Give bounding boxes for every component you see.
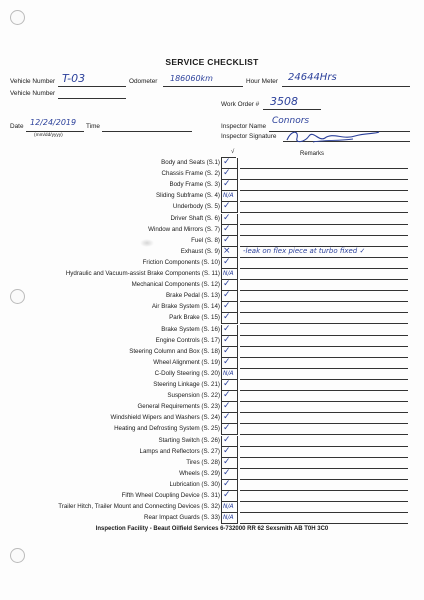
item-name: Wheel Alignment (S. 19)	[153, 358, 220, 366]
checklist-row	[0, 302, 424, 313]
checklist-row	[0, 214, 424, 225]
checklist-row	[0, 191, 424, 202]
check-mark: ✓	[223, 345, 231, 356]
item-name: Underbody (S. 5)	[172, 203, 220, 211]
checklist-row	[0, 236, 424, 247]
item-name: Sliding Subframe (S. 4)	[156, 192, 220, 200]
check-mark: ✓	[223, 445, 231, 456]
item-name: Chassis Frame (S. 2)	[161, 170, 220, 178]
work-order-line	[263, 109, 321, 110]
checklist-row	[0, 502, 424, 513]
item-name: Brake System (S. 16)	[161, 325, 220, 333]
check-mark: ×	[223, 245, 231, 256]
checklist-row	[0, 258, 424, 269]
checklist-row	[0, 424, 424, 435]
vehicle-number-line-2	[58, 98, 126, 99]
check-mark: N/A	[223, 369, 234, 377]
item-name: Friction Components (S. 10)	[142, 258, 220, 266]
time-line	[102, 131, 192, 132]
work-order-label: Work Order #	[221, 101, 260, 108]
check-mark: ✓	[223, 201, 231, 212]
item-name: Lamps and Reflectors (S. 27)	[139, 447, 220, 455]
checklist-row	[0, 325, 424, 336]
check-mark: ✓	[223, 234, 231, 245]
hour-meter-label: Hour Meter	[246, 78, 278, 85]
item-name: Tires (S. 28)	[186, 458, 220, 466]
check-mark: ✓	[223, 356, 231, 367]
vehicle-number-value: T-03	[62, 72, 86, 85]
check-mark: ✓	[223, 456, 231, 467]
item-name: C-Dolly Steering (S. 20)	[154, 369, 220, 377]
remarks-column-header: Remarks	[300, 151, 325, 157]
item-name: Park Brake (S. 15)	[169, 314, 220, 322]
check-mark: ✓	[223, 157, 231, 167]
item-name: General Requirements (S. 23)	[137, 403, 220, 411]
checklist-row	[0, 169, 424, 180]
remark-line[interactable]	[240, 523, 408, 524]
checklist-row	[0, 402, 424, 413]
check-mark: ✓	[223, 467, 231, 478]
check-mark: ✓	[223, 223, 231, 234]
check-mark: ✓	[223, 401, 231, 412]
item-name: Steering Linkage (S. 21)	[153, 381, 220, 388]
inspector-name-label: Inspector Name	[221, 123, 267, 130]
item-name: Wheels (S. 29)	[179, 469, 220, 477]
checklist-row	[0, 158, 424, 169]
checklist-row	[0, 358, 424, 369]
checklist-row	[0, 247, 424, 258]
item-name: Trailer Hitch, Trailer Mount and Connecting Devices (S. 32)	[58, 503, 220, 511]
date-label: Date	[10, 123, 24, 130]
check-mark: ✓	[223, 301, 231, 312]
check-mark: ✓	[223, 390, 231, 401]
checklist-row	[0, 436, 424, 447]
date-value: 12/24/2019	[30, 118, 77, 127]
odometer-label: Odometer	[129, 78, 158, 85]
checklist-row	[0, 380, 424, 391]
vehicle-number-line	[58, 86, 126, 87]
item-name: Brake Pedal (S. 13)	[166, 292, 220, 300]
checklist-row	[0, 413, 424, 424]
item-name: Driver Shaft (S. 6)	[170, 214, 220, 222]
checklist-row	[0, 458, 424, 469]
check-mark: N/A	[223, 270, 234, 277]
checklist-row	[0, 291, 424, 302]
checklist-row	[0, 280, 424, 291]
item-name: Engine Controls (S. 17)	[155, 336, 220, 344]
checklist-row	[0, 513, 424, 524]
inspector-signature	[283, 128, 383, 146]
check-mark: ✓	[223, 423, 231, 434]
checklist-row	[0, 447, 424, 458]
time-label: Time	[86, 123, 100, 130]
odometer-line	[163, 86, 243, 87]
checklist-row	[0, 391, 424, 402]
checklist-row	[0, 336, 424, 347]
item-name: Windshield Wipers and Washers (S. 24)	[110, 414, 220, 422]
item-name: Mechanical Components (S. 12)	[131, 281, 220, 289]
check-mark: N/A	[223, 192, 234, 200]
punch-hole-top	[10, 10, 25, 25]
item-name: Body Frame (S. 3)	[169, 181, 220, 189]
paper-smudge	[140, 239, 154, 247]
checklist-row	[0, 469, 424, 480]
odometer-value: 186060km	[170, 74, 213, 83]
item-name: Steering Column and Box (S. 18)	[129, 347, 220, 355]
check-mark: ✓	[223, 179, 231, 190]
hour-meter-value: 24644Hrs	[288, 72, 337, 83]
item-name: Rear Impact Guards (S. 33)	[144, 514, 220, 522]
item-name: Body and Seats (S.1)	[161, 159, 220, 166]
punch-hole-bottom	[10, 548, 25, 563]
item-name: Window and Mirrors (S. 7)	[148, 225, 220, 233]
hour-meter-line	[282, 86, 410, 87]
check-mark: ✓	[223, 256, 231, 267]
check-mark: ✓	[223, 312, 231, 323]
check-mark: N/A	[223, 514, 234, 522]
checklist-row	[0, 491, 424, 502]
checklist-row	[0, 269, 424, 280]
check-mark: ✓	[223, 478, 231, 489]
date-line	[26, 131, 84, 132]
date-format-hint: (mm/dd/yyyy)	[34, 133, 63, 138]
item-name: Exhaust (S. 9)	[180, 247, 220, 255]
item-name: Air Brake System (S. 14)	[151, 303, 220, 311]
item-name: Lubrication (S. 30)	[169, 480, 220, 488]
inspection-facility-footer: Inspection Facility - Beaut Oilfield Services 6-732000 RR 62 Sexsmith AB T0H 3C0	[95, 526, 329, 532]
checklist-row	[0, 313, 424, 324]
check-mark: ✓	[223, 168, 231, 179]
checklist-row	[0, 347, 424, 358]
page-title: SERVICE CHECKLIST	[165, 57, 259, 67]
check-mark: ✓	[223, 490, 231, 500]
item-name: Hydraulic and Vacuum-assist Brake Components (S. 11)	[65, 270, 220, 277]
item-name: Heating and Defrosting System (S. 25)	[114, 425, 220, 433]
remark-text: -leak on flex piece at turbo fixed ✓	[243, 246, 366, 255]
check-column-header: √	[231, 149, 235, 155]
item-name: Fuel (S. 8)	[191, 236, 220, 244]
checklist-row	[0, 225, 424, 236]
item-name: Fifth Wheel Coupling Device (S. 31)	[121, 492, 220, 499]
check-mark: ✓	[223, 334, 231, 345]
item-name: Starting Switch (S. 26)	[158, 436, 220, 444]
inspector-signature-label: Inspector Signature	[221, 133, 277, 140]
check-mark: ✓	[223, 412, 231, 423]
check-mark: ✓	[223, 212, 231, 223]
check-mark: N/A	[223, 503, 234, 511]
check-mark: ✓	[223, 323, 231, 334]
checklist-row	[0, 480, 424, 491]
check-mark: ✓	[223, 279, 231, 290]
vehicle-number-label-2: Vehicle Number	[10, 90, 56, 97]
check-mark: ✓	[223, 290, 231, 301]
checklist-row	[0, 180, 424, 191]
checklist-row	[0, 202, 424, 213]
check-mark: ✓	[223, 379, 231, 389]
checklist-row	[0, 369, 424, 380]
item-name: Suspension (S. 22)	[167, 392, 220, 400]
vehicle-number-label: Vehicle Number	[10, 78, 56, 85]
inspector-name-value: Connors	[272, 116, 310, 126]
work-order-value: 3508	[270, 95, 298, 108]
check-mark: ✓	[223, 434, 231, 445]
